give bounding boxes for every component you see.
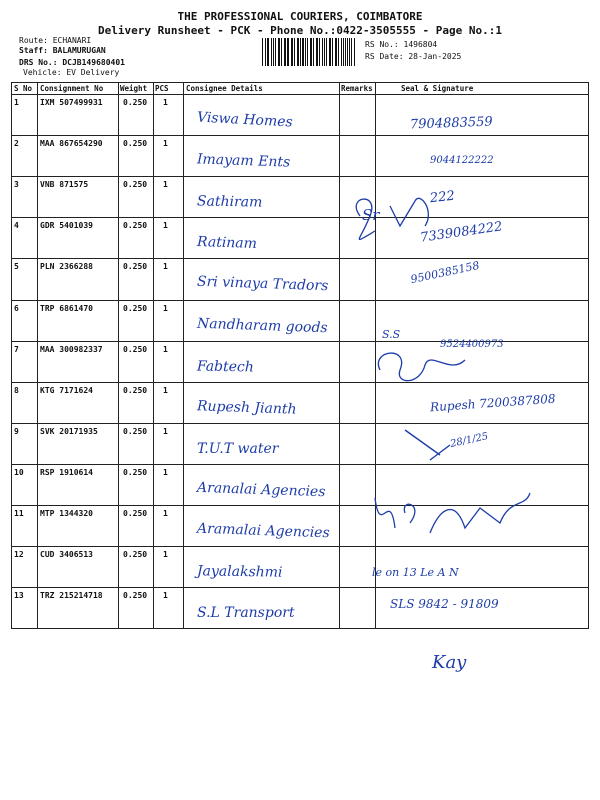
col-seal: Seal & Signature: [401, 84, 474, 93]
signature-scribble: [370, 345, 480, 390]
row-weight: 0.250: [123, 591, 148, 601]
rs-date: RS Date: 28-Jan-2025: [365, 52, 462, 61]
row-pcs: 1: [163, 262, 168, 272]
row-weight: 0.250: [123, 98, 148, 107]
row-consignment-no: MTP 1344320: [40, 509, 93, 518]
row-signature: 222: [429, 188, 456, 207]
row-sno: 5: [14, 262, 19, 272]
row-pcs: 1: [163, 385, 168, 395]
drs-label: DRS No.: DCJB149680401: [19, 58, 125, 67]
row-signature: 9500385158: [409, 259, 481, 287]
row-sno: 3: [14, 180, 19, 190]
row-sno: 4: [14, 221, 19, 231]
row-consignment-no: TRZ 215214718: [40, 591, 103, 601]
row-weight: 0.250: [123, 385, 148, 395]
row-signature: SLS 9842 - 91809: [390, 597, 499, 612]
col-consignment: Consignment No: [40, 84, 104, 93]
row-pcs: 1: [163, 139, 168, 149]
row-consignment-no: IXM 507499931: [40, 98, 103, 107]
row-consignee-handwritten: T.U.T water: [197, 440, 279, 457]
row-sno: 13: [14, 591, 24, 601]
signature-scribble: Sr: [362, 206, 380, 224]
row-signature: 7339084222: [419, 219, 504, 246]
footer-signature: Kay: [432, 652, 467, 673]
row-sno: 10: [14, 467, 24, 477]
row-pcs: 1: [163, 550, 168, 560]
row-consignee-handwritten: S.L Transport: [197, 605, 295, 622]
signature-scribble: [370, 478, 540, 558]
row-signature: 7904883559: [409, 114, 493, 133]
row-pcs: 1: [163, 509, 168, 518]
row-consignment-no: MAA 867654290: [40, 139, 103, 149]
row-sno: 1: [14, 98, 19, 107]
row-consignment-no: SVK 20171935: [40, 426, 98, 436]
row-consignment-no: TRP 6861470: [40, 303, 93, 313]
row-consignee-handwritten: Sathiram: [196, 193, 263, 211]
row-weight: 0.250: [123, 180, 148, 190]
row-consignee-handwritten: Viswa Homes: [196, 109, 294, 131]
row-sno: 6: [14, 303, 19, 313]
row-weight: 0.250: [123, 467, 148, 477]
row-consignee-handwritten: Fabtech: [196, 358, 254, 376]
signature-scribble: [340, 186, 460, 246]
row-pcs: 1: [163, 180, 168, 190]
staff-label: Staff: BALAMURUGAN: [19, 46, 106, 55]
row-consignee-handwritten: Aranalai Agencies: [196, 479, 326, 501]
row-consignee-handwritten: Imayam Ents: [196, 151, 291, 171]
company-name: THE PROFESSIONAL COURIERS, COIMBATORE: [177, 10, 423, 23]
row-sno: 9: [14, 426, 19, 436]
col-sno: S No: [14, 84, 33, 93]
vehicle-label: Vehicle: EV Delivery: [23, 68, 120, 77]
row-consignment-no: GDR 5401039: [40, 221, 93, 231]
row-pcs: 1: [163, 221, 168, 231]
runsheet-title: Delivery Runsheet - PCK - Phone No.:0422-3505555 - Page No.:1: [98, 24, 502, 37]
row-signature: 9524400973: [440, 338, 504, 350]
row-signature: 9044122222: [430, 155, 494, 167]
row-pcs: 1: [163, 98, 168, 107]
row-consignment-no: PLN 2366288: [40, 262, 93, 272]
row-pcs: 1: [163, 426, 168, 436]
row-consignment-no: CUD 3406513: [40, 550, 93, 560]
row-sno: 2: [14, 139, 19, 149]
row-weight: 0.250: [123, 550, 148, 560]
col-pcs: PCS: [155, 84, 169, 93]
route-label: Route: ECHANARI: [19, 36, 92, 45]
row-weight: 0.250: [123, 509, 148, 518]
row-consignment-no: MAA 300982337: [40, 344, 103, 354]
row-sno: 12: [14, 550, 24, 560]
signature-scribble: [400, 425, 460, 465]
col-consignee: Consignee Details: [186, 84, 263, 93]
row-consignee-handwritten: Nandharam goods: [196, 315, 328, 336]
row-signature: le on 13 Le A N: [372, 566, 459, 580]
row-pcs: 1: [163, 344, 168, 354]
rs-number: RS No.: 1496804: [365, 40, 438, 49]
row-weight: 0.250: [123, 221, 148, 231]
col-weight: Weight: [120, 84, 148, 93]
row-sno: 11: [14, 509, 24, 518]
row-sno: 7: [14, 344, 19, 354]
row-consignee-handwritten: Sri vinaya Tradors: [196, 274, 329, 295]
row-weight: 0.250: [123, 426, 148, 436]
row-pcs: 1: [163, 303, 168, 313]
row-weight: 0.250: [123, 303, 148, 313]
row-weight: 0.250: [123, 139, 148, 149]
row-consignee-handwritten: Ratinam: [196, 234, 258, 253]
row-signature: 28/1/25: [449, 430, 490, 450]
row-consignment-no: VNB 871575: [40, 180, 89, 190]
row-consignment-no: KTG 7171624: [40, 385, 93, 395]
col-remarks: Remarks: [341, 84, 373, 93]
row-weight: 0.250: [123, 262, 148, 272]
row-signature: Rupesh 7200387808: [429, 391, 556, 415]
row-pcs: 1: [163, 591, 168, 601]
row-consignee-handwritten: Aramalai Agencies: [196, 520, 330, 542]
row-consignee-handwritten: Jayalakshmi: [196, 563, 283, 581]
signature-scribble: S.S: [382, 328, 401, 341]
row-pcs: 1: [163, 467, 168, 477]
row-weight: 0.250: [123, 344, 148, 354]
row-consignment-no: RSP 1910614: [40, 467, 93, 477]
row-sno: 8: [14, 385, 19, 395]
barcode: [262, 38, 355, 66]
row-consignee-handwritten: Rupesh Jianth: [196, 397, 297, 418]
